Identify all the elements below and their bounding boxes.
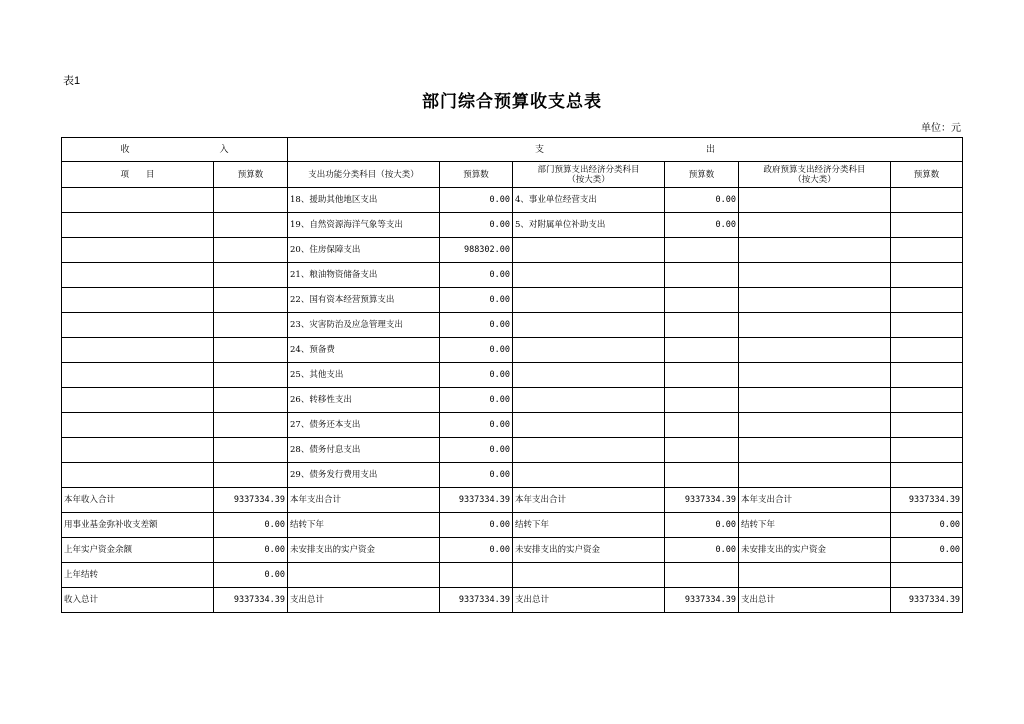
budget-amount-cell xyxy=(214,263,288,288)
item-name-cell: 27、债务还本支出 xyxy=(288,413,440,438)
budget-amount-cell xyxy=(891,438,963,463)
budget-amount-cell: 0.00 xyxy=(440,363,513,388)
budget-amount-cell xyxy=(891,313,963,338)
budget-amount-cell xyxy=(665,413,739,438)
item-name-cell: 26、转移性支出 xyxy=(288,388,440,413)
budget-amount-cell xyxy=(891,363,963,388)
budget-amount-cell xyxy=(665,288,739,313)
table-row xyxy=(62,438,963,463)
item-name-cell xyxy=(62,263,214,288)
budget-amount-cell xyxy=(214,288,288,313)
item-name-cell xyxy=(513,563,665,588)
item-name-cell: 本年收入合计 xyxy=(62,488,214,513)
item-name-cell xyxy=(62,213,214,238)
table-row xyxy=(62,388,963,413)
budget-amount-cell xyxy=(891,338,963,363)
budget-amount-cell: 0.00 xyxy=(665,213,739,238)
header-row-columns xyxy=(62,162,963,188)
item-name-cell xyxy=(513,413,665,438)
budget-amount-cell: 9337334.39 xyxy=(440,588,513,613)
item-name-cell xyxy=(739,563,891,588)
item-name-cell: 24、预备费 xyxy=(288,338,440,363)
budget-amount-cell xyxy=(214,213,288,238)
item-name-cell: 未安排支出的实户资金 xyxy=(288,538,440,563)
item-name-cell xyxy=(62,413,214,438)
budget-amount-cell: 0.00 xyxy=(440,288,513,313)
item-name-cell xyxy=(513,438,665,463)
item-name-cell xyxy=(62,463,214,488)
item-name-cell: 29、债务发行费用支出 xyxy=(288,463,440,488)
budget-amount-cell: 0.00 xyxy=(665,513,739,538)
item-name-cell: 5、对附属单位补助支出 xyxy=(513,213,665,238)
budget-amount-cell xyxy=(665,438,739,463)
budget-amount-cell xyxy=(665,338,739,363)
table-row xyxy=(62,488,963,513)
item-name-cell xyxy=(739,438,891,463)
item-name-cell xyxy=(739,213,891,238)
item-name-cell: 用事业基金弥补收支差额 xyxy=(62,513,214,538)
page-title: 部门综合预算收支总表 xyxy=(422,92,602,112)
budget-amount-cell: 0.00 xyxy=(440,538,513,563)
budget-amount-cell: 0.00 xyxy=(440,338,513,363)
budget-amount-cell: 0.00 xyxy=(440,213,513,238)
budget-amount-cell: 0.00 xyxy=(440,263,513,288)
budget-amount-cell: 9337334.39 xyxy=(214,488,288,513)
item-name-cell xyxy=(513,338,665,363)
col-header-dept-econ-class: 部门预算支出经济分类科目 （按大类） xyxy=(513,162,665,188)
item-name-cell xyxy=(62,238,214,263)
budget-amount-cell: 9337334.39 xyxy=(440,488,513,513)
item-name-cell: 结转下年 xyxy=(739,513,891,538)
item-name-cell: 未安排支出的实户资金 xyxy=(513,538,665,563)
expense-group-header: 支 出 xyxy=(288,138,963,162)
item-name-cell: 4、事业单位经营支出 xyxy=(513,188,665,213)
item-name-cell: 18、援助其他地区支出 xyxy=(288,188,440,213)
item-name-cell xyxy=(739,413,891,438)
item-name-cell: 结转下年 xyxy=(288,513,440,538)
item-name-cell xyxy=(62,363,214,388)
item-name-cell: 上年结转 xyxy=(62,563,214,588)
budget-amount-cell: 0.00 xyxy=(440,313,513,338)
unit-label: 单位：元 xyxy=(921,123,961,134)
item-name-cell xyxy=(62,313,214,338)
budget-amount-cell xyxy=(665,238,739,263)
item-name-cell: 22、国有资本经营预算支出 xyxy=(288,288,440,313)
budget-amount-cell xyxy=(214,238,288,263)
budget-amount-cell: 0.00 xyxy=(665,188,739,213)
item-name-cell xyxy=(62,438,214,463)
item-name-cell xyxy=(739,263,891,288)
budget-amount-cell: 0.00 xyxy=(440,438,513,463)
budget-amount-cell: 0.00 xyxy=(214,538,288,563)
item-name-cell xyxy=(513,363,665,388)
budget-amount-cell: 9337334.39 xyxy=(665,588,739,613)
item-name-cell xyxy=(739,338,891,363)
item-name-cell xyxy=(62,388,214,413)
item-name-cell: 支出总计 xyxy=(513,588,665,613)
budget-amount-cell: 0.00 xyxy=(891,538,963,563)
table-row xyxy=(62,513,963,538)
item-name-cell: 23、灾害防治及应急管理支出 xyxy=(288,313,440,338)
header-row-group xyxy=(62,138,963,162)
table-row xyxy=(62,263,963,288)
table-row xyxy=(62,588,963,613)
budget-amount-cell: 0.00 xyxy=(891,513,963,538)
item-name-cell xyxy=(513,463,665,488)
budget-amount-cell xyxy=(891,238,963,263)
budget-amount-cell xyxy=(891,288,963,313)
item-name-cell xyxy=(739,313,891,338)
item-name-cell: 结转下年 xyxy=(513,513,665,538)
table-row xyxy=(62,363,963,388)
item-name-cell: 28、债务付息支出 xyxy=(288,438,440,463)
item-name-cell: 19、自然资源海洋气象等支出 xyxy=(288,213,440,238)
budget-amount-cell xyxy=(891,213,963,238)
budget-amount-cell: 988302.00 xyxy=(440,238,513,263)
budget-amount-cell xyxy=(214,413,288,438)
budget-amount-cell xyxy=(891,413,963,438)
item-name-cell xyxy=(62,188,214,213)
col-header-gov-econ-class: 政府预算支出经济分类科目 （按大类） xyxy=(739,162,891,188)
table-row xyxy=(62,188,963,213)
budget-amount-cell xyxy=(214,438,288,463)
item-name-cell: 20、住房保障支出 xyxy=(288,238,440,263)
item-name-cell: 本年支出合计 xyxy=(288,488,440,513)
budget-amount-cell xyxy=(891,263,963,288)
budget-amount-cell: 9337334.39 xyxy=(665,488,739,513)
item-name-cell xyxy=(739,288,891,313)
budget-amount-cell: 9337334.39 xyxy=(891,488,963,513)
item-name-cell xyxy=(513,288,665,313)
table-row xyxy=(62,238,963,263)
item-name-cell xyxy=(739,238,891,263)
col-header-item: 项 目 xyxy=(62,162,214,188)
item-name-cell: 未安排支出的实户资金 xyxy=(739,538,891,563)
item-name-cell xyxy=(739,463,891,488)
item-name-cell: 收入总计 xyxy=(62,588,214,613)
budget-amount-cell: 0.00 xyxy=(214,563,288,588)
item-name-cell xyxy=(513,388,665,413)
budget-amount-cell: 0.00 xyxy=(440,188,513,213)
col-header-budget: 预算数 xyxy=(665,162,739,188)
budget-amount-cell: 0.00 xyxy=(440,388,513,413)
budget-amount-cell: 9337334.39 xyxy=(891,588,963,613)
table-number-label: 表1 xyxy=(63,75,81,87)
budget-amount-cell: 0.00 xyxy=(665,538,739,563)
table-row xyxy=(62,538,963,563)
budget-amount-cell xyxy=(214,463,288,488)
budget-amount-cell xyxy=(891,563,963,588)
table-row xyxy=(62,338,963,363)
budget-amount-cell: 0.00 xyxy=(440,513,513,538)
budget-amount-cell xyxy=(891,463,963,488)
item-name-cell xyxy=(62,288,214,313)
item-name-cell: 本年支出合计 xyxy=(739,488,891,513)
item-name-cell: 本年支出合计 xyxy=(513,488,665,513)
budget-amount-cell xyxy=(440,563,513,588)
budget-amount-cell xyxy=(214,188,288,213)
item-name-cell xyxy=(513,238,665,263)
item-name-cell xyxy=(288,563,440,588)
item-name-cell: 上年实户资金余额 xyxy=(62,538,214,563)
col-header-budget: 预算数 xyxy=(214,162,288,188)
budget-amount-cell xyxy=(665,463,739,488)
budget-amount-cell: 0.00 xyxy=(440,463,513,488)
item-name-cell: 支出总计 xyxy=(739,588,891,613)
col-header-budget: 预算数 xyxy=(440,162,513,188)
item-name-cell xyxy=(739,188,891,213)
budget-amount-cell xyxy=(214,388,288,413)
budget-amount-cell xyxy=(665,313,739,338)
budget-amount-cell xyxy=(665,388,739,413)
item-name-cell xyxy=(739,363,891,388)
budget-amount-cell: 0.00 xyxy=(440,413,513,438)
budget-amount-cell: 0.00 xyxy=(214,513,288,538)
table-row xyxy=(62,463,963,488)
table-row xyxy=(62,413,963,438)
item-name-cell: 21、粮油物资储备支出 xyxy=(288,263,440,288)
budget-amount-cell xyxy=(214,313,288,338)
table-row xyxy=(62,563,963,588)
income-group-header: 收 入 xyxy=(62,138,288,162)
budget-amount-cell xyxy=(891,388,963,413)
col-header-budget: 预算数 xyxy=(891,162,963,188)
budget-amount-cell xyxy=(214,338,288,363)
budget-amount-cell xyxy=(665,563,739,588)
item-name-cell xyxy=(739,388,891,413)
item-name-cell xyxy=(62,338,214,363)
budget-amount-cell xyxy=(665,263,739,288)
table-row xyxy=(62,288,963,313)
budget-table xyxy=(61,137,963,613)
table-row xyxy=(62,313,963,338)
item-name-cell xyxy=(513,263,665,288)
budget-amount-cell xyxy=(665,363,739,388)
table-row xyxy=(62,213,963,238)
budget-amount-cell: 9337334.39 xyxy=(214,588,288,613)
budget-amount-cell xyxy=(891,188,963,213)
item-name-cell: 25、其他支出 xyxy=(288,363,440,388)
col-header-function-class: 支出功能分类科目（按大类） xyxy=(288,162,440,188)
budget-amount-cell xyxy=(214,363,288,388)
item-name-cell xyxy=(513,313,665,338)
item-name-cell: 支出总计 xyxy=(288,588,440,613)
